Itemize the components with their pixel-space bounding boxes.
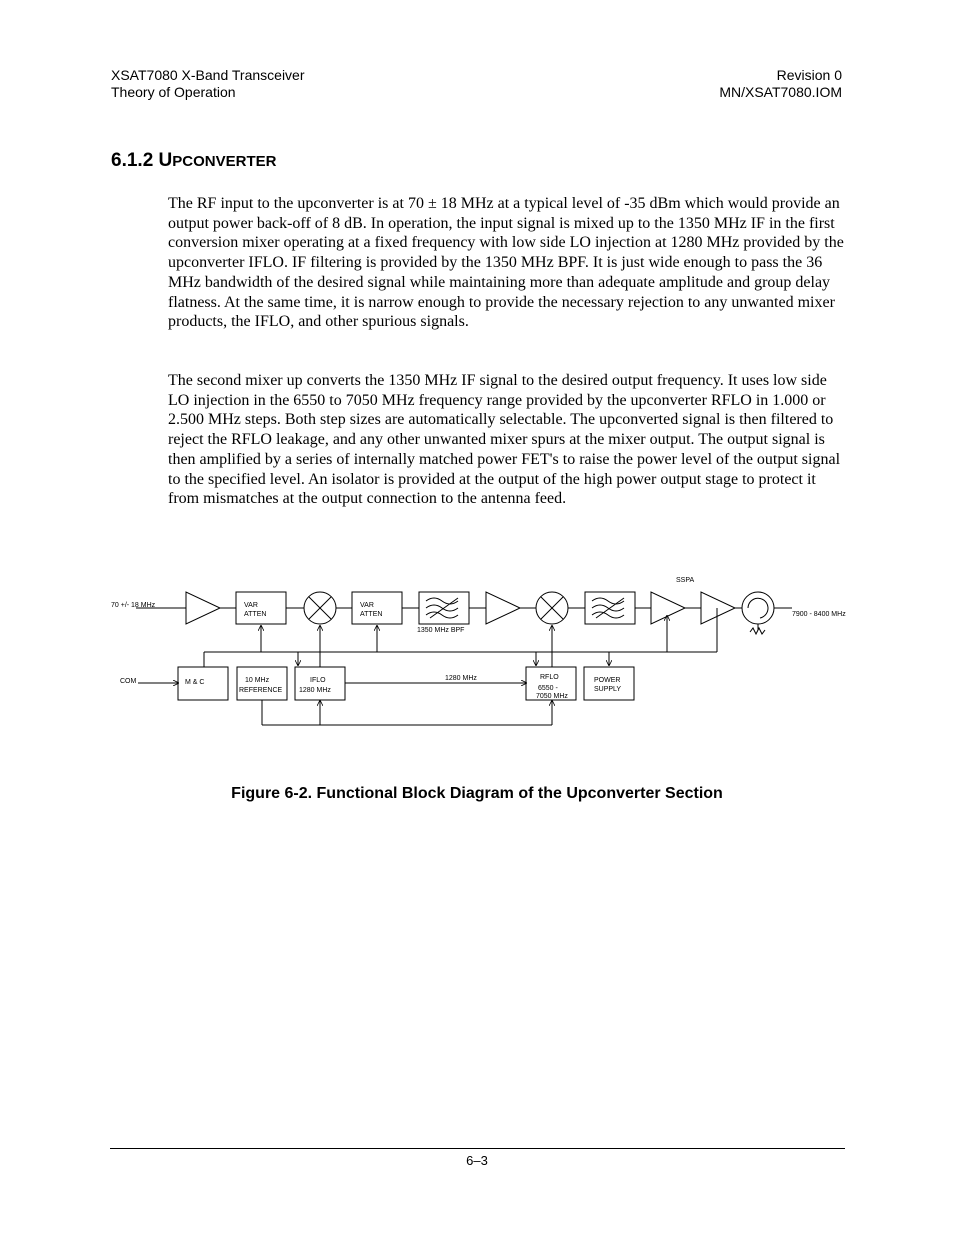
power-line1: POWER [594,677,621,684]
sspa-amplifier-2-icon [701,592,735,624]
mixer-1-icon [304,592,336,624]
rflo-line2: 6550 - [538,685,558,692]
document-title: XSAT7080 X-Band Transceiver [111,67,305,83]
figure-caption: Figure 6-2. Functional Block Diagram of the Upconverter Section [231,785,723,802]
power-line2: SUPPLY [594,686,622,693]
var-atten-2-line1: VAR [360,602,374,609]
var-atten-1-line1: VAR [244,602,258,609]
revision-label: Revision 0 [776,67,842,83]
section-title-rest: PCONVERTER [172,153,277,170]
paragraph-1: The RF input to the upconverter is at 70 ± 18 MHz at a typical level of -35 dBm which would provide an output power back-off of 8 dB. In operation, the input signal is mixed up to the 1350 MHz IF in the first conversion mixer operating at a fixed frequency with low side LO injection at 1280 MHz provided by the upconverter IFLO. IF filtering is provided by the 1350 MHz BPF. It is just wide enough to pass the 36 MHz bandwidth of the desired signal while maintaining more than adequate amplitude and group delay flatness. At the same time, it is narrow enough to provide the necessary rejection to any unwanted mixer products, the IFLO, and other spurious signals. [168,195,844,331]
bpf-label: 1350 MHz BPF [417,627,465,634]
chapter-title: Theory of Operation [111,84,236,100]
iflo-line1: IFLO [310,677,326,684]
input-label: 70 +/- 18 MHz [111,602,156,609]
upconverter-block-diagram [108,570,853,730]
footer-divider [110,1148,845,1149]
reference-line2: REFERENCE [239,687,283,694]
section-title-initial: U [158,150,173,171]
var-atten-1-line2: ATTEN [244,611,267,618]
rflo-line1: RFLO [540,674,559,681]
header-left [111,67,305,101]
input-amplifier-icon [186,592,220,624]
isolator-icon [742,592,774,634]
mc-label: M & C [185,679,205,686]
header-right [719,67,842,101]
reference-line1: 10 MHz [245,677,270,684]
bpf-1-filter-icon [419,592,469,624]
mixer-2-icon [536,592,568,624]
output-label: 7900 - 8400 MHz [792,611,846,618]
section-heading [111,150,276,172]
link-label: 1280 MHz [445,675,477,682]
sspa-label: SSPA [676,577,695,584]
if-amplifier-icon [486,592,520,624]
paragraph-2: The second mixer up converts the 1350 MHz IF signal to the desired output frequency. It uses low side LO injection in the 6550 to 7050 MHz frequency range provided by the upconverter RFLO in 1.000 or 2.500 MHz steps. Both step sizes are automatically selectable. The upconverted signal is then filtered to reject the RFLO leakage, and any other unwanted mixer spurs at the mixer output. The output signal is then amplified by a series of internally matched power FET's to raise the power level of the output signal to the specified level. An isolator is provided at the output of the high power output stage to protect it from mismatches at the output connection to the antenna feed. [168,372,841,508]
section-number: 6.1.2 [111,150,154,171]
iflo-line2: 1280 MHz [299,687,331,694]
bpf-2-filter-icon [585,592,635,624]
document-number: MN/XSAT7080.IOM [719,84,842,100]
com-label: COM [120,678,137,685]
var-atten-2-line2: ATTEN [360,611,383,618]
rflo-line3: 7050 MHz [536,693,568,700]
sspa-amplifier-1-icon [651,592,685,624]
page-number: 6–3 [466,1153,488,1168]
